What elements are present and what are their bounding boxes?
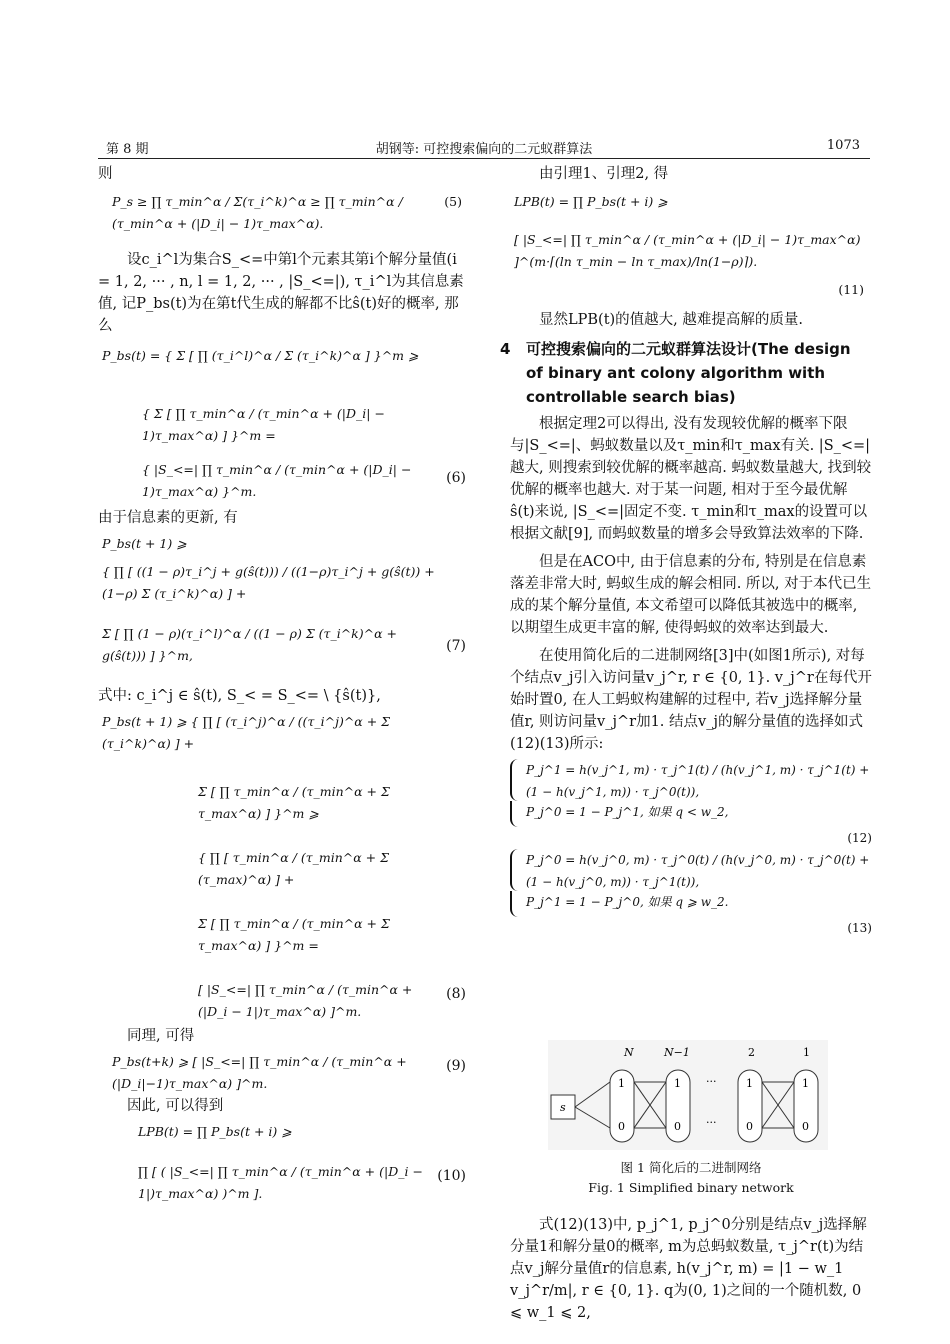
- eq-number-8: (8): [446, 986, 466, 1002]
- equation-8: P_bs(t + 1) ⩾ { ∏ [ (τ_i^j)^α / ((τ_i^j)^α + Σ (τ_i^k)^α) ] + Σ [ ∏ τ_min^α / (τ_min^α + Σ τ_max^α) ] }^m ⩾ { ∏ [ τ_min^α / (τ_min^α + Σ (τ_max)^α) ] + Σ [ ∏ τ_min^α / (τ_min^α + Σ τ_max^α) ] }^m = [ |S_<=| ∏ τ_min^α / (τ_min^α + (|D_i − 1|)τ_max^α) ]^m.: [102, 714, 413, 1019]
- svg-text:1: 1: [618, 1077, 625, 1090]
- page-number: 1073: [826, 138, 860, 153]
- svg-text:1: 1: [746, 1077, 753, 1090]
- paragraph-aco: 但是在ACO中, 由于信息素的分布, 特别是在信息素落差非常大时, 蚂蚁生成的解会相同. 所以, 对于本代已生成的某个解分量值, 本文希望可以降低其被选中的概率, 以期望生成更丰富的解, 使得蚂蚁的效率达到最大.: [510, 554, 872, 636]
- section-title: 可控搜索偏向的二元蚁群算法设计(The design of binary ant colony algorithm with controllable search bias): [526, 340, 851, 406]
- page-header: [98, 134, 870, 159]
- equation-11: LPB(t) = ∏ P_bs(t + i) ⩾ [ |S_<=| ∏ τ_min^α / (τ_min^α + (|D_i| − 1)τ_max^α) ]^(m·⌈(ln τ_min − ln τ_max)/ln(1−ρ)⌉). (11): [514, 191, 864, 303]
- issue-number: 第 8 期: [106, 142, 149, 157]
- equation-12: P_j^1 = h(v_j^1, m) · τ_j^1(t) / (h(v_j^1, m) · τ_j^1(t) + (1 − h(v_j^1, m)) · τ_j^0(t)), P_j^0 = 1 − P_j^1, 如果 q < w_2, (12): [510, 759, 872, 849]
- equation-7: P_bs(t + 1) ⩾ { ∏ [ ((1 − ρ)τ_i^j + g(ŝ(t))) / ((1−ρ)τ_i^j + g(ŝ(t)) + (1−ρ) Σ (τ_i^k)^α) ] + Σ [ ∏ (1 − ρ)(τ_i^l)^α / ((1 − ρ) Σ (τ_i^k)^α + g(ŝ(t))) ] }^m,: [102, 536, 435, 663]
- text-ze: 则: [98, 166, 113, 182]
- paragraph-obvious: 显然LPB(t)的值越大, 越难提高解的质量.: [539, 312, 804, 328]
- label-n-minus-1: N−1: [664, 1046, 690, 1059]
- binary-network-figure: [548, 1040, 828, 1150]
- equation-13: P_j^0 = h(v_j^0, m) · τ_j^0(t) / (h(v_j^0, m) · τ_j^0(t) + (1 − h(v_j^0, m)) · τ_j^1(t)), P_j^1 = 1 − P_j^0, 如果 q ⩾ w_2. (13): [510, 849, 872, 939]
- paragraph-network: 在使用简化后的二进制网络[3]中(如图1所示), 对每个结点v_j引入访问量v_j^r, r ∈ {0, 1}. v_j^r在每代开始时置0, 在人工蚂蚁构建解的过程中, 若v_j选择解分量值r, 则访问量v_j^r加1. 结点v_j的解分量值的选择如式(12)(13)所示:: [510, 648, 872, 752]
- right-column: [500, 163, 872, 939]
- svg-text:0: 0: [746, 1120, 753, 1133]
- eq-number-9: (9): [446, 1058, 466, 1074]
- paragraph-therefore: 因此, 可以得到: [127, 1098, 224, 1114]
- equation-9: P_bs(t+k) ⩾ [ |S_<=| ∏ τ_min^α / (τ_min^α + (|D_i|−1)τ_max^α) ]^m.: [112, 1054, 407, 1091]
- start-node-label: s: [560, 1101, 566, 1114]
- section-4-heading: [500, 337, 872, 409]
- paragraph-explain: 式(12)(13)中, p_j^1, p_j^0分别是结点v_j选择解分量1和解分量0的概率, m为总蚂蚁数量, τ_j^r(t)为结点v_j解分量值r的信息素, h(v_j^r, m) = |1 − w_1 v_j^r/m|, r ∈ {0, 1}. q为(0, 1)之间的一个随机数, 0 ⩽ w_1 ⩽ 2,: [510, 1217, 867, 1321]
- eq-number-13: (13): [847, 921, 872, 935]
- paragraph-lemma: 由引理1、引理2, 得: [539, 166, 669, 182]
- svg-text:0: 0: [802, 1120, 809, 1133]
- label-2: 2: [748, 1046, 755, 1059]
- eq-number-11: (11): [838, 282, 864, 297]
- eq-number-10: (10): [437, 1168, 466, 1184]
- left-column: [98, 163, 470, 1201]
- paragraph-update: 由于信息素的更新, 有: [98, 510, 238, 526]
- svg-text:0: 0: [618, 1120, 625, 1133]
- svg-text:···: ···: [706, 1116, 717, 1129]
- svg-text:1: 1: [674, 1077, 681, 1090]
- figure-caption-cn: 图 1 简化后的二进制网络: [620, 1160, 762, 1175]
- paragraph-def: 设c_i^l为集合S_<=中第l个元素其第i个解分量值(i = 1, 2, ··· , n, l = 1, 2, ··· , |S_<=|), τ_i^l为其信息素值, 记P_bs(t)为在第t代生成的解都不比ŝ(t)好的概率, 那么: [98, 252, 464, 334]
- figure-caption: [510, 1158, 872, 1198]
- eq-number-5: (5): [444, 194, 462, 209]
- equation-6: P_bs(t) = { Σ [ ∏ (τ_i^l)^α / Σ (τ_i^k)^α ] }^m ⩾ { Σ [ ∏ τ_min^α / (τ_min^α + (|D_i| − 1)τ_max^α) ] }^m = { |S_<=| ∏ τ_min^α / (τ_min^α + (|D_i| − 1)τ_max^α) }^m.: [102, 348, 419, 499]
- eq-number-6: (6): [446, 470, 466, 486]
- equation-5: P_s ≥ ∏ τ_min^α / Σ(τ_i^k)^α ≥ ∏ τ_min^α / (τ_min^α + (|D_i| − 1)τ_max^α). (5): [112, 191, 462, 235]
- ellipsis: ···: [706, 1075, 717, 1088]
- running-title: 胡钢等: 可控搜索偏向的二元蚁群算法: [375, 142, 593, 157]
- svg-text:1: 1: [802, 1077, 809, 1090]
- paragraph-theorem2: 根据定理2可以得出, 没有发现较优解的概率下限与|S_<=|、蚂蚁数量以及τ_min和τ_max有关. |S_<=|越大, 则搜索到较优解的概率越高. 蚂蚁数量越大, 找到较优解的概率也越大. 对于某一问题, 相对于至今最优解ŝ(t)来说, |S_<=|固定不变. τ_min和τ_max的设置可以根据文献[9], 而蚂蚁数量的增多会导致算法效率的下降.: [510, 416, 872, 542]
- label-n: N: [624, 1046, 634, 1059]
- section-number: 4: [500, 340, 511, 358]
- paragraph-where: 式中: c_i^j ∈ ŝ(t), S_< = S_<= \ {ŝ(t)},: [98, 688, 381, 704]
- figure-caption-en: Fig. 1 Simplified binary network: [588, 1180, 794, 1195]
- paragraph-similarly: 同理, 可得: [127, 1028, 195, 1044]
- equation-10: LPB(t) = ∏ P_bs(t + i) ⩾ ∏ [ ( |S_<=| ∏ τ_min^α / (τ_min^α + (|D_i − 1|)τ_max^α) )^m ].: [138, 1124, 423, 1201]
- svg-text:0: 0: [674, 1120, 681, 1133]
- label-1: 1: [803, 1046, 810, 1059]
- eq-number-7: (7): [446, 638, 466, 654]
- eq-number-12: (12): [847, 831, 872, 845]
